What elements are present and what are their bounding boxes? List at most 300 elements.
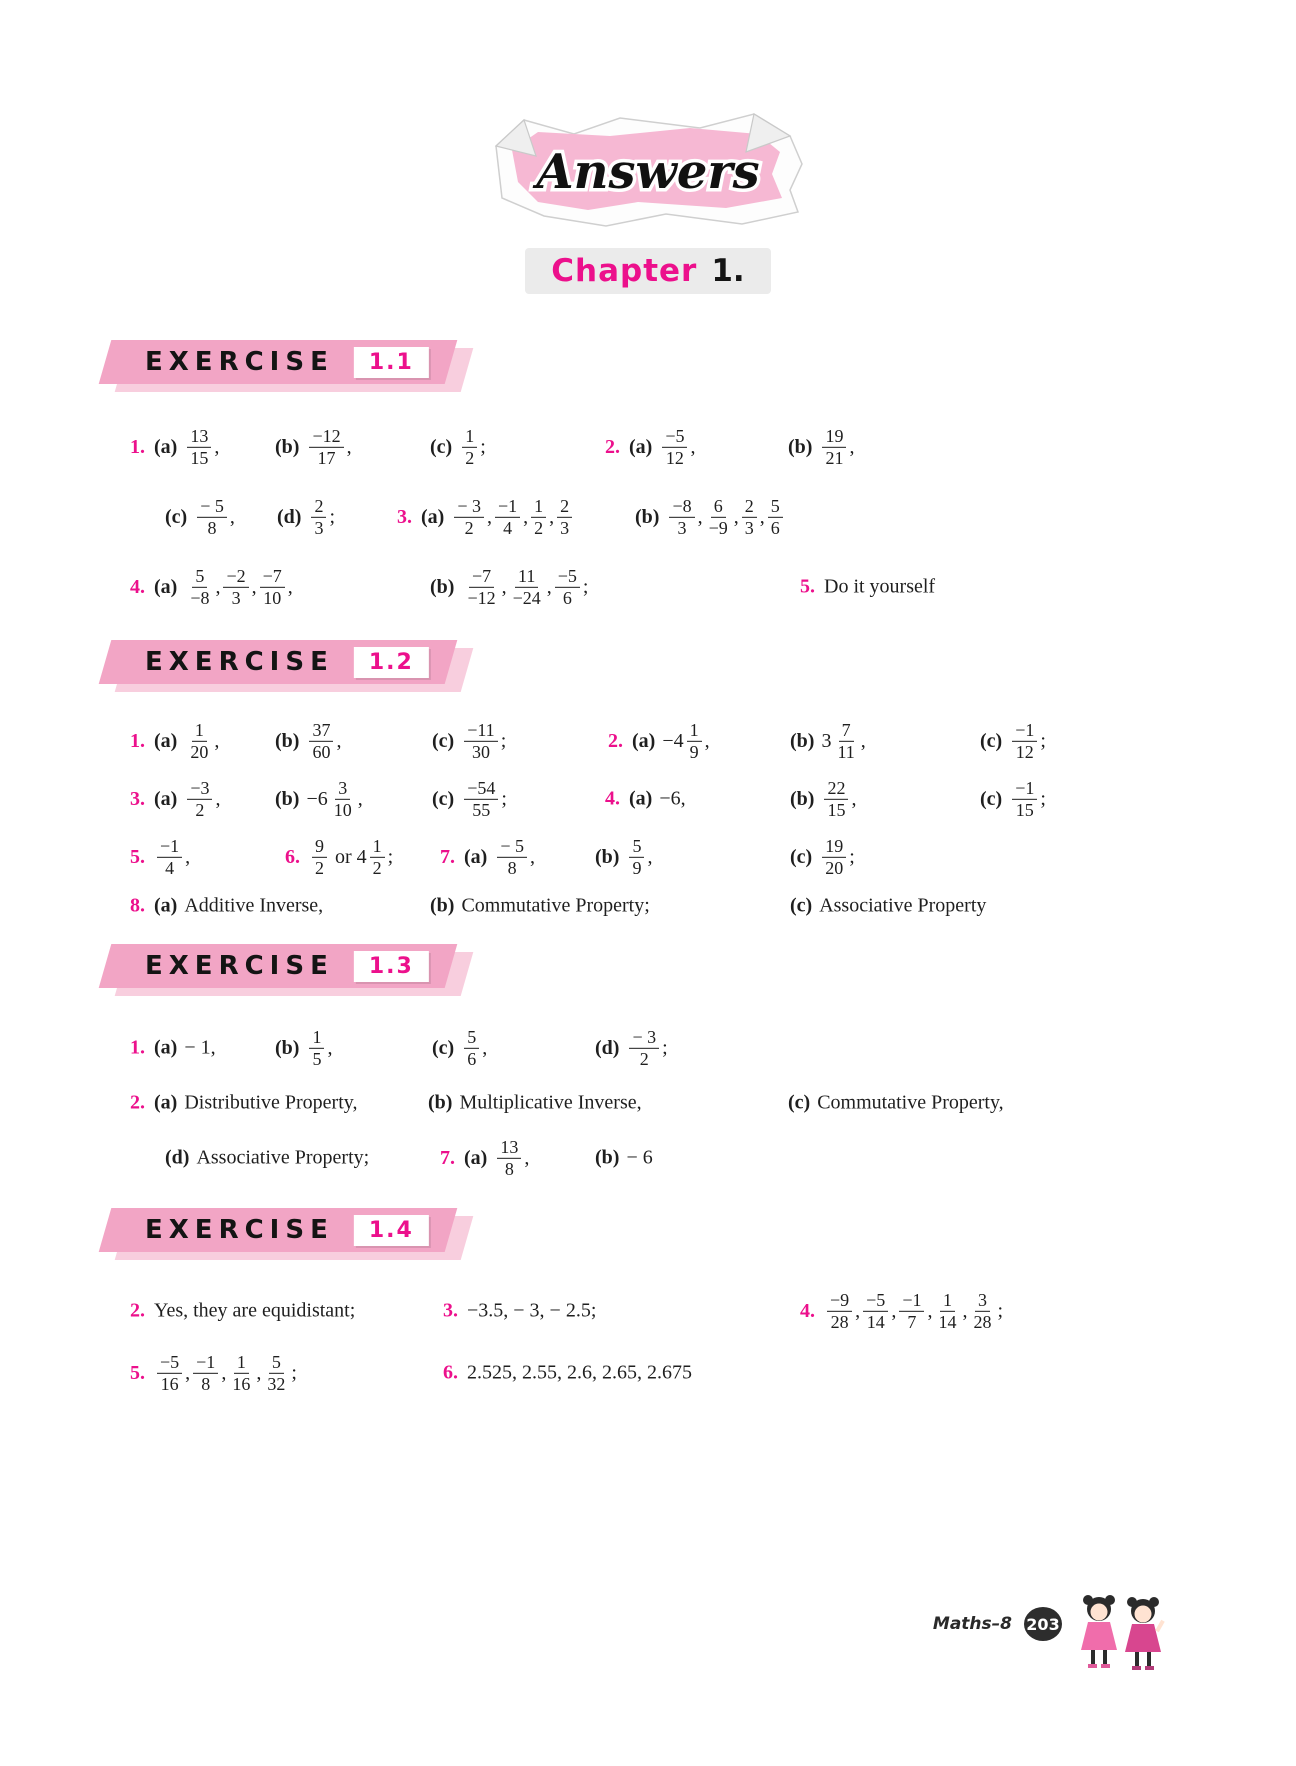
fraction-denominator: 28: [973, 1311, 992, 1332]
answer-item: [790, 895, 986, 918]
fraction-denominator: −9: [708, 517, 728, 538]
question-number: 1.: [130, 1036, 145, 1059]
answer-value: [666, 496, 785, 538]
fraction-numerator: 2: [742, 496, 757, 518]
part-label: (c): [790, 894, 813, 917]
fraction-denominator: 16: [232, 1373, 251, 1394]
answer-value: [154, 836, 190, 878]
fraction: [822, 836, 846, 878]
fraction: [669, 496, 694, 538]
answer-item: [285, 836, 393, 878]
question-number: 4.: [800, 1299, 815, 1322]
fraction-denominator: 4: [503, 517, 513, 538]
fraction: [223, 566, 248, 608]
fraction-numerator: −5: [863, 1290, 888, 1312]
part-label: (a): [629, 787, 653, 810]
answer-item: [635, 496, 786, 538]
fraction-numerator: 13: [497, 1137, 521, 1159]
question-number: 6.: [285, 845, 300, 868]
fraction: [464, 778, 498, 820]
question-number: 6.: [443, 1361, 458, 1384]
answer-value: [306, 720, 341, 762]
fraction: [662, 426, 687, 468]
fraction: [187, 778, 212, 820]
answer-text: ,: [546, 575, 552, 598]
answer-value: [1009, 778, 1046, 820]
exercise-rows: [120, 412, 1256, 622]
part-label: (c): [165, 505, 188, 528]
answer-item: [130, 1352, 297, 1394]
answer-text: ,: [327, 1036, 333, 1059]
fraction-numerator: 5: [192, 566, 207, 588]
answer-text: ;: [849, 845, 855, 868]
fraction-numerator: −1: [193, 1352, 218, 1374]
answer-text: ,: [855, 1299, 861, 1322]
fraction: [768, 496, 783, 538]
part-label: (a): [154, 787, 178, 810]
exercise-title: EXERCISE: [145, 647, 334, 677]
question-number: 8.: [130, 894, 145, 917]
answer-row: [120, 1342, 1256, 1404]
answer-text: ,: [851, 787, 857, 810]
answer-value: [154, 1352, 297, 1394]
fraction-numerator: −7: [260, 566, 285, 588]
answer-text: ,: [849, 435, 855, 458]
answer-value: [184, 778, 220, 820]
answer-text: ;: [501, 787, 507, 810]
answer-item: [440, 836, 535, 878]
fraction: [970, 1290, 994, 1332]
fraction-numerator: 6: [711, 496, 726, 518]
answer-value: [184, 566, 292, 608]
fraction-denominator: 3: [231, 587, 241, 608]
answer-row: [120, 712, 1256, 770]
part-label: (b): [635, 505, 660, 528]
fraction-denominator: −24: [512, 587, 541, 608]
answer-text: ,: [287, 575, 293, 598]
answer-value: [626, 1147, 652, 1170]
answer-text: ,: [549, 505, 555, 528]
answer-item: [788, 1092, 1004, 1115]
part-label: (a): [464, 845, 488, 868]
fraction-denominator: 14: [866, 1311, 885, 1332]
exercise-rows: [120, 1016, 1256, 1190]
answer-text: ,: [690, 435, 696, 458]
answer-text: ,: [251, 575, 257, 598]
answer-item: [790, 778, 856, 820]
fraction-denominator: 5: [312, 1048, 322, 1069]
answer-text: Associative Property: [819, 894, 987, 917]
answer-text: ;: [662, 1036, 668, 1059]
answer-value: [459, 1092, 641, 1115]
fraction-numerator: −54: [464, 778, 498, 800]
fraction-numerator: 3: [975, 1290, 990, 1312]
fraction: [557, 496, 572, 538]
answers-page: [0, 110, 1296, 1766]
answer-text: Additive Inverse,: [184, 894, 324, 917]
part-label: (b): [595, 845, 620, 868]
fraction-denominator: 8: [504, 1158, 514, 1179]
exercise-banner-main: [99, 340, 458, 384]
exercise-banner: [105, 944, 485, 994]
exercise-section-1.3: [120, 944, 1256, 1190]
part-label: (d): [595, 1036, 620, 1059]
exercise-banner: [105, 340, 485, 390]
answer-item: [605, 788, 686, 811]
fraction-numerator: 1: [940, 1290, 955, 1312]
answer-value: [819, 836, 855, 878]
answer-value: [467, 1362, 692, 1385]
fraction: [309, 426, 343, 468]
answer-item: [165, 496, 235, 538]
answer-item: [130, 566, 293, 608]
part-label: (c): [980, 787, 1003, 810]
fraction-numerator: 1: [462, 426, 477, 448]
fraction-denominator: 28: [830, 1311, 849, 1332]
answer-text: ,: [357, 787, 363, 810]
answer-item: [595, 836, 652, 878]
fraction: [1012, 720, 1037, 762]
answer-item: [430, 895, 650, 918]
answer-value: [184, 1037, 215, 1060]
answer-item: [130, 895, 323, 918]
fraction: [312, 836, 327, 878]
fraction-numerator: 5: [269, 1352, 284, 1374]
answer-item: [397, 496, 575, 538]
fraction-denominator: 21: [825, 447, 844, 468]
part-label: (a): [154, 894, 178, 917]
fraction: [687, 720, 702, 762]
fraction-denominator: 6: [467, 1048, 477, 1069]
fraction-denominator: 2: [372, 857, 382, 878]
answer-text: ,: [501, 575, 507, 598]
fraction-denominator: 3: [314, 517, 324, 538]
part-label: (a): [632, 729, 656, 752]
part-label: (a): [421, 505, 445, 528]
question-number: 4.: [605, 787, 620, 810]
exercise-number: 1.4: [368, 1217, 414, 1243]
fraction-numerator: 5: [768, 496, 783, 518]
answer-row: [120, 1080, 1256, 1126]
fraction: [822, 426, 846, 468]
answer-item: [130, 1037, 216, 1060]
fraction-denominator: 4: [165, 857, 175, 878]
answer-text: −6: [306, 787, 328, 810]
fraction-numerator: 2: [311, 496, 326, 518]
exercise-rows: [120, 1280, 1256, 1404]
fraction-denominator: 8: [201, 1373, 211, 1394]
answer-text: ;: [500, 729, 507, 752]
answer-value: [821, 720, 865, 762]
answer-item: [130, 1092, 357, 1115]
answer-text: ,: [697, 505, 703, 528]
fraction-denominator: 10: [263, 587, 282, 608]
answer-value: [461, 1027, 487, 1069]
answer-item: [788, 426, 854, 468]
exercise-banner-main: [99, 640, 458, 684]
answer-text: ,: [336, 729, 342, 752]
answer-item: [432, 1027, 487, 1069]
answer-text: 3: [821, 729, 832, 752]
fraction: [497, 1137, 521, 1179]
fraction: [331, 778, 355, 820]
fraction: [629, 836, 644, 878]
answer-value: [461, 895, 649, 918]
part-label: (b): [275, 729, 300, 752]
fraction-denominator: −8: [190, 587, 210, 608]
fraction-numerator: −5: [662, 426, 687, 448]
part-label: (c): [432, 729, 455, 752]
answer-text: ,: [482, 1036, 488, 1059]
fraction: [370, 836, 385, 878]
answer-value: [824, 576, 935, 599]
fraction: [497, 836, 527, 878]
answer-text: Yes, they are equidistant;: [154, 1299, 356, 1322]
answer-row: [120, 1126, 1256, 1190]
fraction-denominator: 3: [744, 517, 754, 538]
fraction: [464, 720, 497, 762]
answer-text: Distributive Property,: [184, 1091, 358, 1114]
answer-text: ,: [523, 505, 529, 528]
fraction-numerator: − 3: [629, 1027, 659, 1049]
answer-item: [165, 1147, 369, 1170]
answer-item: [605, 426, 695, 468]
question-number: 7.: [440, 1146, 455, 1169]
fraction: [187, 566, 212, 608]
fraction-denominator: 10: [333, 799, 352, 820]
page-number-badge: 203: [1024, 1607, 1062, 1641]
answers-content: [0, 340, 1296, 1404]
exercise-section-1.1: [120, 340, 1256, 622]
answer-text: −6,: [659, 787, 686, 810]
answer-text: ,: [214, 729, 220, 752]
answer-item: [275, 720, 341, 762]
fraction-denominator: −12: [467, 587, 496, 608]
part-label: (a): [629, 435, 653, 458]
answer-value: [626, 836, 652, 878]
answer-item: [430, 426, 486, 468]
fraction-numerator: −1: [1012, 778, 1037, 800]
answer-value: [184, 720, 219, 762]
part-label: (a): [154, 575, 178, 598]
chapter-heading: [525, 248, 770, 294]
fraction-numerator: − 5: [497, 836, 527, 858]
answer-text: ,: [704, 729, 710, 752]
part-label: (b): [275, 1036, 300, 1059]
answer-text: ;: [480, 435, 486, 458]
answer-item: [800, 576, 935, 599]
fraction-numerator: − 5: [197, 496, 227, 518]
fraction-numerator: 3: [335, 778, 350, 800]
answer-value: [184, 895, 323, 918]
answer-item: [130, 426, 219, 468]
fraction: [462, 426, 477, 468]
answer-item: [440, 1137, 529, 1179]
book-name: Maths–8: [932, 1614, 1012, 1634]
fraction-numerator: 13: [187, 426, 211, 448]
answer-text: ,: [529, 845, 535, 868]
answer-item: [428, 1092, 642, 1115]
fraction: [187, 426, 211, 468]
fraction-denominator: 6: [562, 587, 572, 608]
answer-value: [451, 496, 575, 538]
part-label: (c): [980, 729, 1003, 752]
answer-text: or 4: [330, 845, 367, 868]
part-label: (b): [430, 575, 455, 598]
fraction: [899, 1290, 924, 1332]
part-label: (b): [428, 1091, 453, 1114]
fraction-numerator: 9: [312, 836, 327, 858]
fraction: [229, 1352, 253, 1394]
answer-value: [494, 1137, 529, 1179]
fraction-numerator: −1: [1012, 720, 1037, 742]
answer-text: Associative Property;: [196, 1146, 370, 1169]
fraction-numerator: −12: [309, 426, 343, 448]
answer-value: [817, 1092, 1003, 1115]
answer-item: [595, 1147, 653, 1170]
answer-value: [819, 426, 854, 468]
answer-text: ,: [221, 1361, 227, 1384]
fraction-denominator: 9: [689, 741, 699, 762]
fraction: [834, 720, 857, 762]
part-label: (b): [790, 729, 815, 752]
fraction-denominator: 14: [938, 1311, 957, 1332]
fraction-numerator: − 3: [454, 496, 484, 518]
answer-value: [308, 496, 335, 538]
fraction-denominator: 30: [471, 741, 490, 762]
fraction-denominator: 2: [195, 799, 205, 820]
fraction-numerator: 19: [822, 836, 846, 858]
answer-value: [154, 1300, 355, 1323]
answer-value: [821, 778, 856, 820]
part-label: (b): [430, 894, 455, 917]
answer-row: [120, 1016, 1256, 1080]
fraction-numerator: −7: [469, 566, 494, 588]
answer-item: [130, 720, 219, 762]
fraction: [309, 1027, 324, 1069]
fraction-denominator: 2: [464, 517, 474, 538]
part-label: (c): [432, 1036, 455, 1059]
fraction: [706, 496, 731, 538]
answer-value: [461, 566, 588, 608]
fraction: [157, 1352, 182, 1394]
fraction-denominator: 20: [190, 741, 209, 762]
answer-item: [443, 1362, 692, 1385]
part-label: (a): [154, 1036, 178, 1059]
question-number: 2.: [130, 1091, 145, 1114]
fraction-numerator: −1: [495, 496, 520, 518]
fraction-denominator: 12: [665, 447, 684, 468]
fraction-denominator: 15: [190, 447, 209, 468]
answer-item: [275, 426, 352, 468]
fraction: [264, 1352, 288, 1394]
answer-value: [467, 1300, 596, 1323]
answer-text: ;: [387, 845, 394, 868]
answer-text: ,: [647, 845, 653, 868]
answer-value: [824, 1290, 1003, 1332]
exercise-section-1.4: [120, 1208, 1256, 1404]
exercise-number-box: [354, 347, 429, 378]
fraction-denominator: 20: [825, 857, 844, 878]
answer-value: [184, 1092, 357, 1115]
answer-item: [980, 720, 1046, 762]
fraction: [555, 566, 580, 608]
exercise-banner: [105, 1208, 485, 1258]
fraction-denominator: 60: [312, 741, 331, 762]
question-number: 3.: [443, 1299, 458, 1322]
fraction-numerator: −1: [899, 1290, 924, 1312]
answer-text: ,: [524, 1146, 530, 1169]
exercise-number-box: [354, 1215, 429, 1246]
fraction-denominator: 9: [632, 857, 642, 878]
fraction: [510, 566, 544, 608]
part-label: (a): [154, 435, 178, 458]
answer-row: [120, 1280, 1256, 1342]
part-label: (d): [277, 505, 302, 528]
fraction-numerator: −8: [669, 496, 694, 518]
answer-item: [790, 836, 855, 878]
fraction-numerator: 7: [839, 720, 854, 742]
exercise-rows: [120, 712, 1256, 926]
answers-banner: [488, 110, 808, 232]
answer-text: ,: [256, 1361, 262, 1384]
answer-row: [120, 770, 1256, 828]
question-number: 1.: [130, 729, 145, 752]
answer-item: [430, 566, 588, 608]
exercise-number-box: [354, 951, 429, 982]
answer-text: ,: [927, 1299, 933, 1322]
answers-title: Answers: [536, 144, 760, 200]
answer-item: [595, 1027, 668, 1069]
answer-text: Commutative Property;: [461, 894, 650, 917]
kids-mascot-illustration: [1074, 1590, 1178, 1676]
answer-item: [275, 778, 363, 820]
answer-text: ;: [329, 505, 336, 528]
answer-text: ;: [1040, 729, 1046, 752]
answer-row: [120, 412, 1256, 482]
question-number: 5.: [800, 575, 815, 598]
answer-item: [275, 1027, 332, 1069]
answer-text: Commutative Property,: [817, 1091, 1004, 1114]
answer-value: [626, 1027, 667, 1069]
answer-row: [120, 552, 1256, 622]
fraction: [464, 1027, 479, 1069]
answer-item: [432, 720, 506, 762]
fraction-numerator: 1: [234, 1352, 249, 1374]
answer-item: [790, 720, 866, 762]
fraction-numerator: 37: [309, 720, 333, 742]
fraction-denominator: 2: [534, 517, 544, 538]
question-number: 7.: [440, 845, 455, 868]
answer-text: ,: [486, 505, 492, 528]
fraction: [531, 496, 546, 538]
fraction: [827, 1290, 852, 1332]
question-number: 3.: [130, 787, 145, 810]
fraction-denominator: 16: [160, 1373, 179, 1394]
fraction-numerator: 5: [464, 1027, 479, 1049]
fraction-numerator: 5: [629, 836, 644, 858]
part-label: (c): [430, 435, 453, 458]
page-footer: [933, 1572, 1178, 1676]
fraction: [187, 720, 211, 762]
answer-value: [662, 720, 709, 762]
answer-row: [120, 482, 1256, 552]
fraction: [863, 1290, 888, 1332]
exercise-banner-main: [99, 1208, 458, 1252]
exercise-banner-main: [99, 944, 458, 988]
torn-paper-graphic: [488, 110, 808, 232]
answer-text: ;: [997, 1299, 1004, 1322]
